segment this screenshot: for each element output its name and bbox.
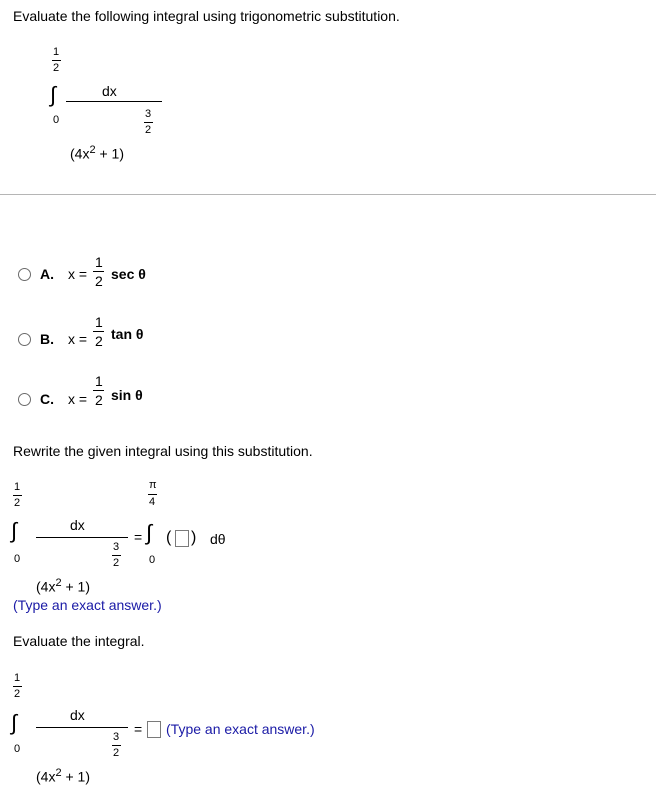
part3-hint: (Type an exact answer.) xyxy=(166,721,315,737)
upper-limit-den: 2 xyxy=(53,62,60,74)
paren-open: ( xyxy=(166,529,172,546)
choice-b-num: 1 xyxy=(95,314,103,330)
exp-num: 3 xyxy=(113,731,120,743)
rhs-upper-num: π xyxy=(149,479,157,491)
integrand-denominator: $(4x^2 + 1)$ xyxy=(36,767,90,785)
part2-hint: (Type an exact answer.) xyxy=(13,597,162,613)
paren-close: ) xyxy=(191,529,197,546)
choice-c-func: sin θ xyxy=(111,387,143,403)
integrand-answer-box[interactable] xyxy=(175,530,189,547)
final-answer-box[interactable] xyxy=(147,721,161,738)
exp-den: 2 xyxy=(145,124,152,136)
choice-a-letter: A. xyxy=(40,266,54,282)
equals-sign: = xyxy=(134,721,143,737)
upper-limit-den: 2 xyxy=(14,688,21,700)
choice-c-den: 2 xyxy=(95,392,103,408)
d-theta: dθ xyxy=(210,531,226,547)
lower-limit: 0 xyxy=(53,114,60,126)
exp-num: 3 xyxy=(145,108,152,120)
lower-limit: 0 xyxy=(14,553,21,565)
choice-c-num: 1 xyxy=(95,373,103,389)
integrand-numerator: dx xyxy=(70,517,85,533)
choice-c-letter: C. xyxy=(40,391,54,407)
exp-den: 2 xyxy=(113,557,120,569)
rhs-lower-limit: 0 xyxy=(149,554,156,566)
choice-b-letter: B. xyxy=(40,331,54,347)
divider xyxy=(0,194,656,195)
choice-a-lhs: x = xyxy=(68,266,88,282)
lower-limit: 0 xyxy=(14,743,21,755)
upper-limit-num: 1 xyxy=(14,481,21,493)
part2-instruction: Rewrite the given integral using this substitution. xyxy=(13,443,313,459)
choice-a-func: sec θ xyxy=(111,266,146,282)
integral-sign: ∫ xyxy=(11,710,18,735)
rhs-integral-sign: ∫ xyxy=(146,520,153,545)
integral-sign: ∫ xyxy=(11,518,18,543)
choice-c-lhs: x = xyxy=(68,391,88,407)
upper-limit-num: 1 xyxy=(53,46,60,58)
integrand-denominator: $(4x^2 + 1)$ xyxy=(70,144,124,162)
equals-sign: = xyxy=(134,529,143,545)
part3-instruction: Evaluate the integral. xyxy=(13,633,145,649)
exp-num: 3 xyxy=(113,541,120,553)
choice-b-func: tan θ xyxy=(111,326,144,342)
upper-limit-num: 1 xyxy=(14,672,21,684)
radio-b[interactable] xyxy=(18,333,31,346)
question-instruction: Evaluate the following integral using trigonometric substitution. xyxy=(13,8,400,24)
rhs-upper-den: 4 xyxy=(149,496,156,508)
integrand-numerator: dx xyxy=(70,707,85,723)
exp-den: 2 xyxy=(113,747,120,759)
radio-a[interactable] xyxy=(18,268,31,281)
integrand-denominator: $(4x^2 + 1)$ xyxy=(36,577,90,595)
choice-b-den: 2 xyxy=(95,333,103,349)
choice-a-den: 2 xyxy=(95,273,103,289)
integral-sign: ∫ xyxy=(50,82,57,107)
choice-b-lhs: x = xyxy=(68,331,88,347)
choice-a-num: 1 xyxy=(95,254,103,270)
integrand-numerator: dx xyxy=(102,83,117,99)
radio-c[interactable] xyxy=(18,393,31,406)
upper-limit-den: 2 xyxy=(14,497,21,509)
